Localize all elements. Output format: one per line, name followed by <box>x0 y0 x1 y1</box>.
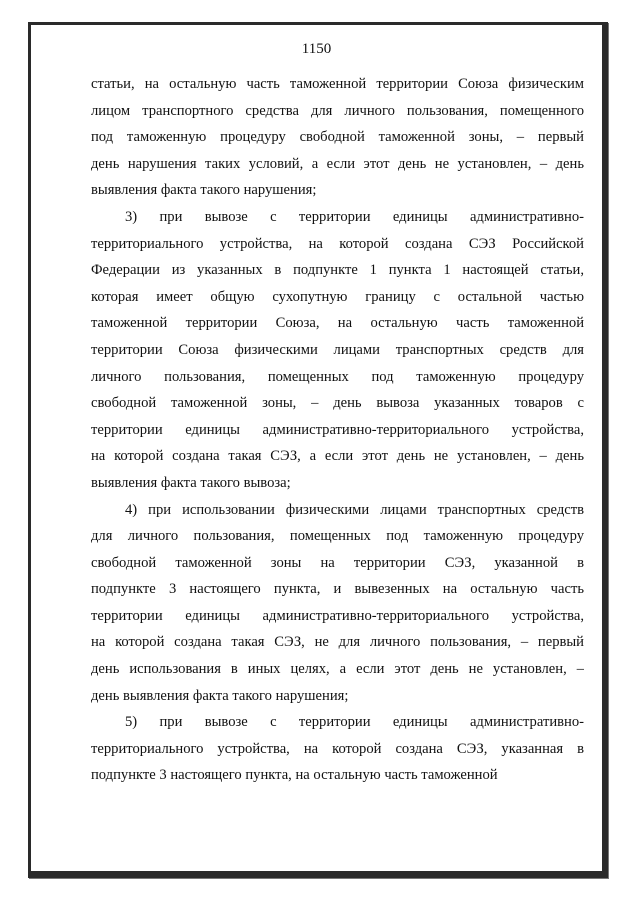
paragraph-p4 <box>91 497 584 710</box>
text-line: подпункте 3 настоящего пункта, и вывезенных на остальную часть <box>91 581 584 598</box>
page-number: 1150 <box>301 41 332 57</box>
document-page <box>28 22 608 878</box>
paragraph-p0 <box>91 71 584 204</box>
text-line: Федерации из указанных в подпункте 1 пункта 1 настоящей статьи, <box>91 262 584 279</box>
text-line: свободной таможенной зоны, – день вывоза указанных товаров с <box>91 395 584 412</box>
text-line: день выявления факта такого нарушения; <box>91 687 349 704</box>
text-line: 4) при использовании физическими лицами транспортных средств <box>125 501 584 518</box>
text-line: территории единицы административно-территориального устройства, <box>91 421 584 438</box>
text-line: статьи, на остальную часть таможенной территории Союза физическим <box>91 76 584 92</box>
text-line: территории единицы административно-территориального устройства, <box>91 607 584 624</box>
text-line: территориального устройства, на которой создана СЭЗ Российской <box>91 235 584 252</box>
document-text <box>91 71 584 789</box>
text-line: под таможенную процедуру свободной таможенной зоны, – первый <box>91 129 584 146</box>
text-line: подпункте 3 настоящего пункта, на остальную часть таможенной <box>91 767 498 784</box>
text-line: свободной таможенной зоны на территории СЭЗ, указанной в <box>91 554 584 571</box>
paragraph-p3 <box>91 204 584 497</box>
paragraph-p5 <box>91 709 584 789</box>
text-line: выявления факта такого нарушения; <box>91 182 317 199</box>
text-line: для личного пользования, помещенных под таможенную процедуру <box>91 528 584 545</box>
text-line: выявления факта такого вывоза; <box>91 474 291 491</box>
text-line: 3) при вывозе с территории единицы административно- <box>125 208 584 225</box>
text-line: таможенной территории Союза, на остальную часть таможенной <box>91 315 584 332</box>
text-line: территориального устройства, на которой создана СЭЗ, указанная в <box>91 740 584 757</box>
text-line: на которой создана такая СЭЗ, а если этот день не установлен, – день <box>91 448 584 465</box>
text-line: которая имеет общую сухопутную границу с остальной частью <box>91 288 584 305</box>
text-line: личного пользования, помещенных под таможенную процедуру <box>91 368 584 385</box>
text-line: день нарушения таких условий, а если этот день не установлен, – день <box>91 155 584 172</box>
text-line: 5) при вывозе с территории единицы административно- <box>125 714 584 731</box>
text-line: территории Союза физическими лицами транспортных средств для <box>91 341 584 358</box>
text-line: на которой создана такая СЭЗ, не для личного пользования, – первый <box>91 634 584 651</box>
text-line: день использования в иных целях, а если этот день не установлен, – <box>91 661 584 678</box>
text-line: лицом транспортного средства для личного пользования, помещенного <box>91 102 584 119</box>
